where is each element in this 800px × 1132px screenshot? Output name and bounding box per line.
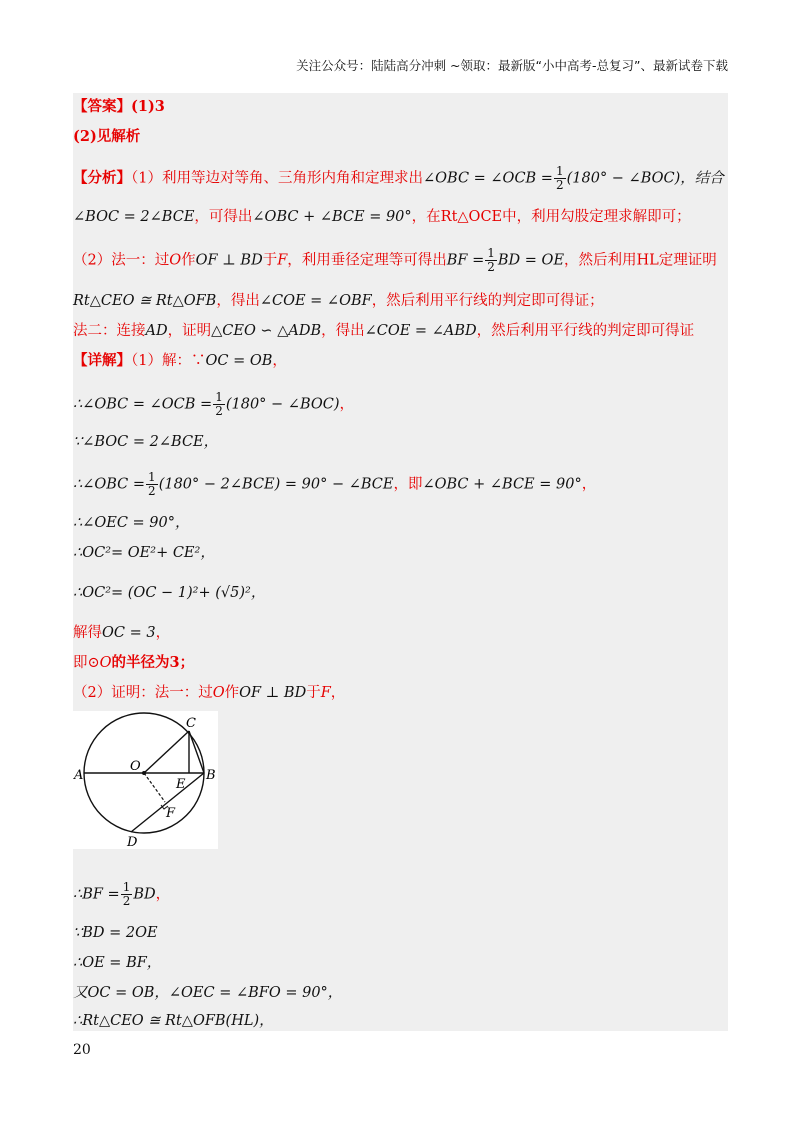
detail-tag: 【详解】 <box>73 352 131 369</box>
math-var: F <box>320 685 331 701</box>
detail-line-6 <box>73 543 215 563</box>
math-expr: ∠BOC = 2∠BCE <box>73 209 195 225</box>
frac-den: 2 <box>215 404 223 418</box>
detail-line-8 <box>73 623 170 643</box>
fraction-half <box>554 165 566 192</box>
segment-of <box>144 773 165 802</box>
detail-text: 的半径为3； <box>111 654 195 671</box>
circle-diagram <box>73 711 218 849</box>
analysis-text: ，在Rt△OCE中，利用勾股定理求解即可； <box>411 209 691 225</box>
detail-text: 作 <box>224 685 240 701</box>
analysis-text: ，然后利用平行线的判定即可得证 <box>476 323 695 339</box>
detail-text: ， <box>339 396 355 413</box>
math-expr: ∠OBC + ∠BCE = 90° <box>252 209 412 225</box>
fraction-half <box>485 247 497 274</box>
analysis-line-3 <box>73 247 717 274</box>
analysis-text: ，证明 <box>167 323 212 339</box>
label-f: F <box>166 806 176 821</box>
detail-line-1 <box>73 351 287 371</box>
math-expr: ∴∠OEC = 90°， <box>73 515 190 531</box>
detail-line-3 <box>73 432 218 452</box>
detail-text: ， <box>155 886 171 903</box>
analysis-line-2 <box>73 207 691 227</box>
math-expr: ∠OBC + ∠BCE = 90° <box>422 476 582 493</box>
detail-line-2 <box>73 391 354 418</box>
geometry-figure <box>73 711 218 849</box>
math-expr: ∵∠BOC = 2∠BCE， <box>73 434 219 450</box>
answer-line-2: (2)见解析 <box>73 128 141 145</box>
analysis-tag: 【分析】 <box>73 169 131 187</box>
analysis-line-4 <box>73 291 604 311</box>
analysis-line-1 <box>73 165 724 192</box>
label-e: E <box>176 777 186 792</box>
math-expr: OF ⊥ BD <box>195 252 263 269</box>
math-expr: ∴∠OBC = <box>73 476 146 493</box>
math-expr: AD <box>145 323 168 339</box>
detail-line-4 <box>73 471 596 498</box>
detail-line-11 <box>73 881 170 908</box>
fraction-half <box>121 881 133 908</box>
page-number: 20 <box>73 1042 91 1058</box>
frac-den: 2 <box>122 894 131 908</box>
math-expr: OC = 3 <box>102 625 156 641</box>
analysis-text: 于 <box>262 252 278 269</box>
detail-line-12 <box>73 923 158 943</box>
math-expr: ∠COE = ∠OBF <box>259 293 372 309</box>
math-var: ⊙O <box>87 655 112 671</box>
center-point <box>142 771 146 775</box>
detail-line-9 <box>73 653 194 673</box>
math-var: O <box>169 252 182 269</box>
math-expr: ∴OC²= OE²+ CE²， <box>73 545 215 561</box>
math-expr: 又OC = OB，∠OEC = ∠BFO = 90°， <box>73 985 343 1001</box>
detail-line-13 <box>73 953 161 973</box>
detail-text: 于 <box>306 685 321 701</box>
label-a: A <box>74 768 84 783</box>
detail-line-7 <box>73 583 265 603</box>
detail-text: ， <box>155 625 171 641</box>
segment-oc <box>144 731 189 773</box>
analysis-text: 作 <box>181 252 196 269</box>
math-expr: △CEO ∽ △ADB <box>211 323 322 339</box>
detail-text: ， <box>581 476 597 493</box>
math-var: O <box>212 685 225 701</box>
analysis-text: ，利用垂径定理等可得出 <box>287 252 447 269</box>
answer-line-1 <box>73 97 165 117</box>
detail-line-5 <box>73 513 190 533</box>
detail-text: （2）证明：法一：过 <box>73 685 213 701</box>
math-expr: OF ⊥ BD <box>239 685 307 701</box>
analysis-text: ，得出 <box>216 293 260 309</box>
math-expr: ∴BF = <box>73 886 120 903</box>
frac-den: 2 <box>148 484 156 498</box>
detail-line-15 <box>73 1011 274 1031</box>
analysis-text: ，然后利用平行线的判定即可得证； <box>371 293 604 309</box>
detail-text: 解得 <box>73 625 102 641</box>
detail-line-14 <box>73 983 342 1003</box>
math-expr: ∴Rt△CEO ≅ Rt△OFB(HL)， <box>73 1013 274 1029</box>
frac-num: 1 <box>215 390 223 404</box>
answer-tag: 【答案】 <box>73 98 131 115</box>
math-expr: ∴OC²= (OC − 1)²+ (√5)²， <box>73 585 266 601</box>
analysis-text: ，可得出 <box>194 209 253 225</box>
label-b: B <box>206 768 216 783</box>
math-expr: (180° − ∠BOC) <box>225 396 340 413</box>
analysis-text: 法二：连接 <box>73 323 146 339</box>
analysis-text: ，得出 <box>321 323 365 339</box>
answer-part-1: (1)3 <box>131 98 165 115</box>
math-expr: Rt△CEO ≅ Rt△OFB <box>73 293 217 309</box>
frac-num: 1 <box>148 470 156 484</box>
math-expr: BF = <box>446 252 485 269</box>
analysis-text: ，然后利用HL定理证明 <box>564 252 717 269</box>
frac-den: 2 <box>487 260 495 274</box>
chord-bd <box>131 773 204 832</box>
detail-text: ，即 <box>393 476 423 493</box>
analysis-line-5 <box>73 321 694 341</box>
frac-den: 2 <box>555 178 564 192</box>
math-expr: (180° − ∠BOC)，结合 <box>566 170 724 187</box>
math-expr: BD <box>133 886 156 903</box>
label-o: O <box>130 759 141 774</box>
math-expr: ∠OBC = ∠OCB = <box>422 170 553 187</box>
math-expr: ∵BD = 2OE <box>73 925 158 941</box>
math-expr: ∴∠OBC = ∠OCB = <box>73 396 213 413</box>
frac-num: 1 <box>555 164 564 178</box>
segment-cb <box>189 731 204 773</box>
math-expr: (180° − 2∠BCE) = 90° − ∠BCE <box>158 476 394 493</box>
fraction-half <box>146 471 158 498</box>
detail-text: （1）解：∵ <box>131 353 206 369</box>
fraction-half <box>213 391 225 418</box>
math-expr: BD = OE <box>497 252 565 269</box>
math-expr: ∴OE = BF， <box>73 955 162 971</box>
label-c: C <box>186 716 196 731</box>
label-d: D <box>127 835 138 849</box>
analysis-text: （2）法一：过 <box>73 252 170 269</box>
detail-text: ， <box>330 685 346 701</box>
frac-num: 1 <box>487 246 495 260</box>
math-var: F <box>277 252 288 269</box>
math-expr: ∠COE = ∠ABD <box>364 323 477 339</box>
detail-text: 即 <box>73 655 88 671</box>
solution-panel <box>73 93 728 1031</box>
analysis-text: （1）利用等边对等角、三角形内角和定理求出 <box>131 170 423 187</box>
detail-line-10 <box>73 683 345 703</box>
frac-num: 1 <box>122 880 131 894</box>
detail-text: ， <box>272 353 287 369</box>
math-expr: OC = OB <box>205 353 273 369</box>
page-header: 关注公众号：陆陆高分冲刺 ~领取：最新版“小中高考-总复习”、最新试卷下载 <box>296 58 728 73</box>
